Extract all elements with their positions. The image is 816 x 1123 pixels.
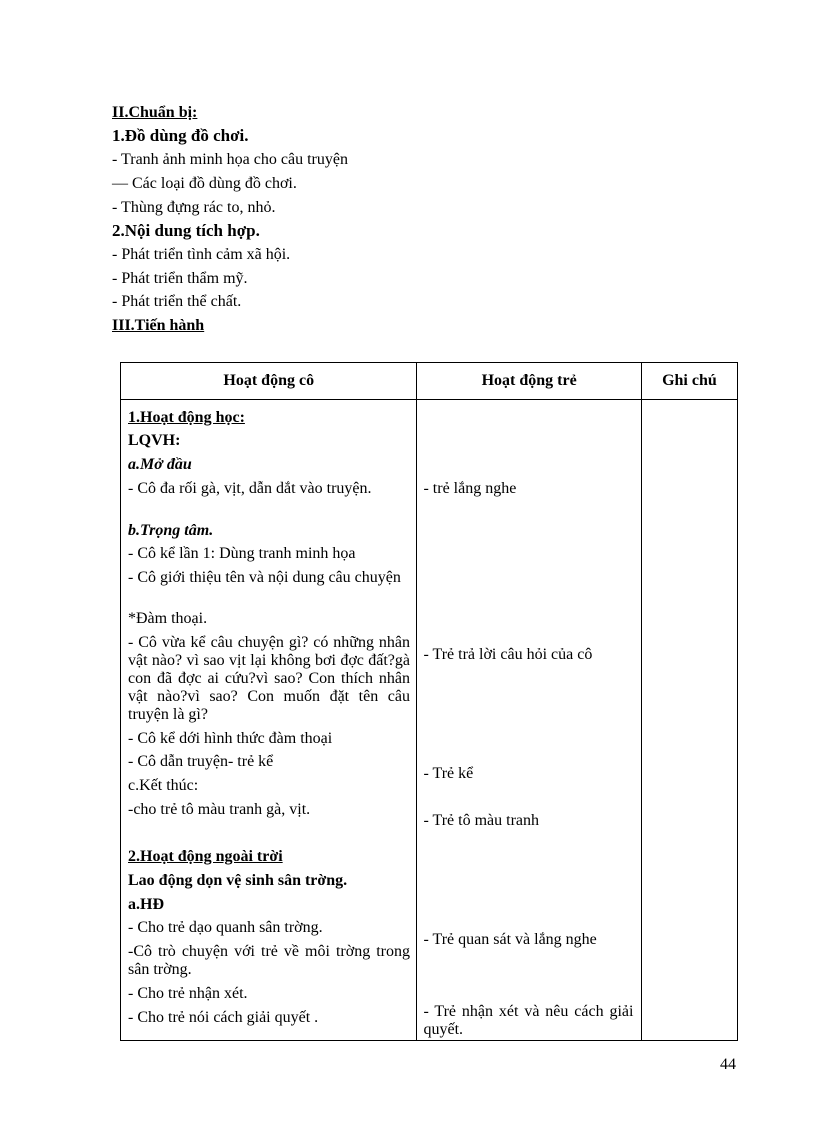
teacher-step: - Cô kể lần 1: Dùng tranh minh họa — [128, 545, 356, 562]
child-response: - Trẻ nhận xét và nêu cách giải quyết. — [423, 1003, 634, 1038]
lqvh-label: LQVH: — [128, 432, 181, 449]
table-header-row — [121, 363, 738, 400]
discussion-label: *Đàm thoại. — [128, 610, 208, 627]
materials-item: — Các loại đồ dùng đồ chơi. — [112, 175, 297, 192]
teacher-step: - Cho trẻ dạo quanh sân trờng. — [128, 919, 323, 936]
header-teacher-activity: Hoạt động cô — [121, 363, 417, 400]
activity-section-title: 1.Hoạt động học: — [128, 409, 245, 426]
part-b-title: b.Trọng tâm. — [128, 522, 214, 539]
child-response: - Trẻ trả lời câu hỏi của cô — [423, 646, 593, 663]
teacher-step: - Cô đa rối gà, vịt, dẫn dắt vào truyện. — [128, 480, 372, 497]
page-number: 44 — [720, 1056, 736, 1073]
outdoor-section-title: 2.Hoạt động ngoài trời — [128, 848, 283, 865]
section-heading-procedure: III.Tiến hành — [112, 317, 205, 334]
teacher-step: - Cô dẫn truyện- trẻ kể — [128, 753, 274, 770]
materials-item: - Thùng đựng rác to, nhỏ. — [112, 199, 276, 216]
activity-label: a.HĐ — [128, 896, 164, 913]
part-a-title: a.Mở đầu — [128, 456, 192, 473]
teacher-step: -cho trẻ tô màu tranh gà, vịt. — [128, 801, 311, 818]
teacher-step: - Cho trẻ nói cách giải quyết . — [128, 1009, 319, 1026]
labor-title: Lao động dọn vệ sinh sân trờng. — [128, 872, 348, 889]
child-response: - Trẻ quan sát và lắng nghe — [423, 931, 597, 948]
child-response: - trẻ lắng nghe — [423, 480, 517, 497]
header-notes: Ghi chú — [641, 363, 737, 400]
materials-item: - Tranh ảnh minh họa cho câu truyện — [112, 151, 348, 168]
teacher-activity-cell — [121, 400, 417, 1041]
header-child-activity: Hoạt động trẻ — [417, 363, 641, 400]
section-heading-preparation: II.Chuẩn bị: — [112, 104, 198, 121]
teacher-step: - Cô giới thiệu tên và nội dung câu chuyện — [128, 569, 401, 586]
teacher-step: - Cho trẻ nhận xét. — [128, 985, 248, 1002]
activity-table — [120, 362, 738, 1041]
child-response: - Trẻ tô màu tranh — [423, 812, 540, 829]
integration-item: - Phát triển tình cảm xã hội. — [112, 246, 291, 263]
discussion-questions: - Cô vừa kể câu chuyện gì? có những nhân vật nào? vì sao vịt lại không bơi đợc đất?gà con đã đợc ai cứu?vì sao? Con thích nhân vật nào?vì sao? Con muốn đặt tên câu truyện là gì? — [128, 634, 410, 723]
integration-item: - Phát triển thể chất. — [112, 293, 242, 310]
notes-cell — [641, 400, 737, 1041]
child-response: - Trẻ kể — [423, 765, 474, 782]
part-c-title: c.Kết thúc: — [128, 777, 199, 794]
subheading-materials: 1.Đồ dùng đồ chơi. — [112, 126, 249, 145]
teacher-step: - Cô kể dới hình thức đàm thoại — [128, 730, 333, 747]
table-body-row — [121, 400, 738, 1041]
subheading-integration: 2.Nội dung tích hợp. — [112, 221, 260, 240]
integration-item: - Phát triển thẩm mỹ. — [112, 270, 248, 287]
child-activity-cell — [417, 400, 641, 1041]
teacher-step: -Cô trò chuyện với trẻ về môi trờng trong sân trờng. — [128, 943, 410, 978]
